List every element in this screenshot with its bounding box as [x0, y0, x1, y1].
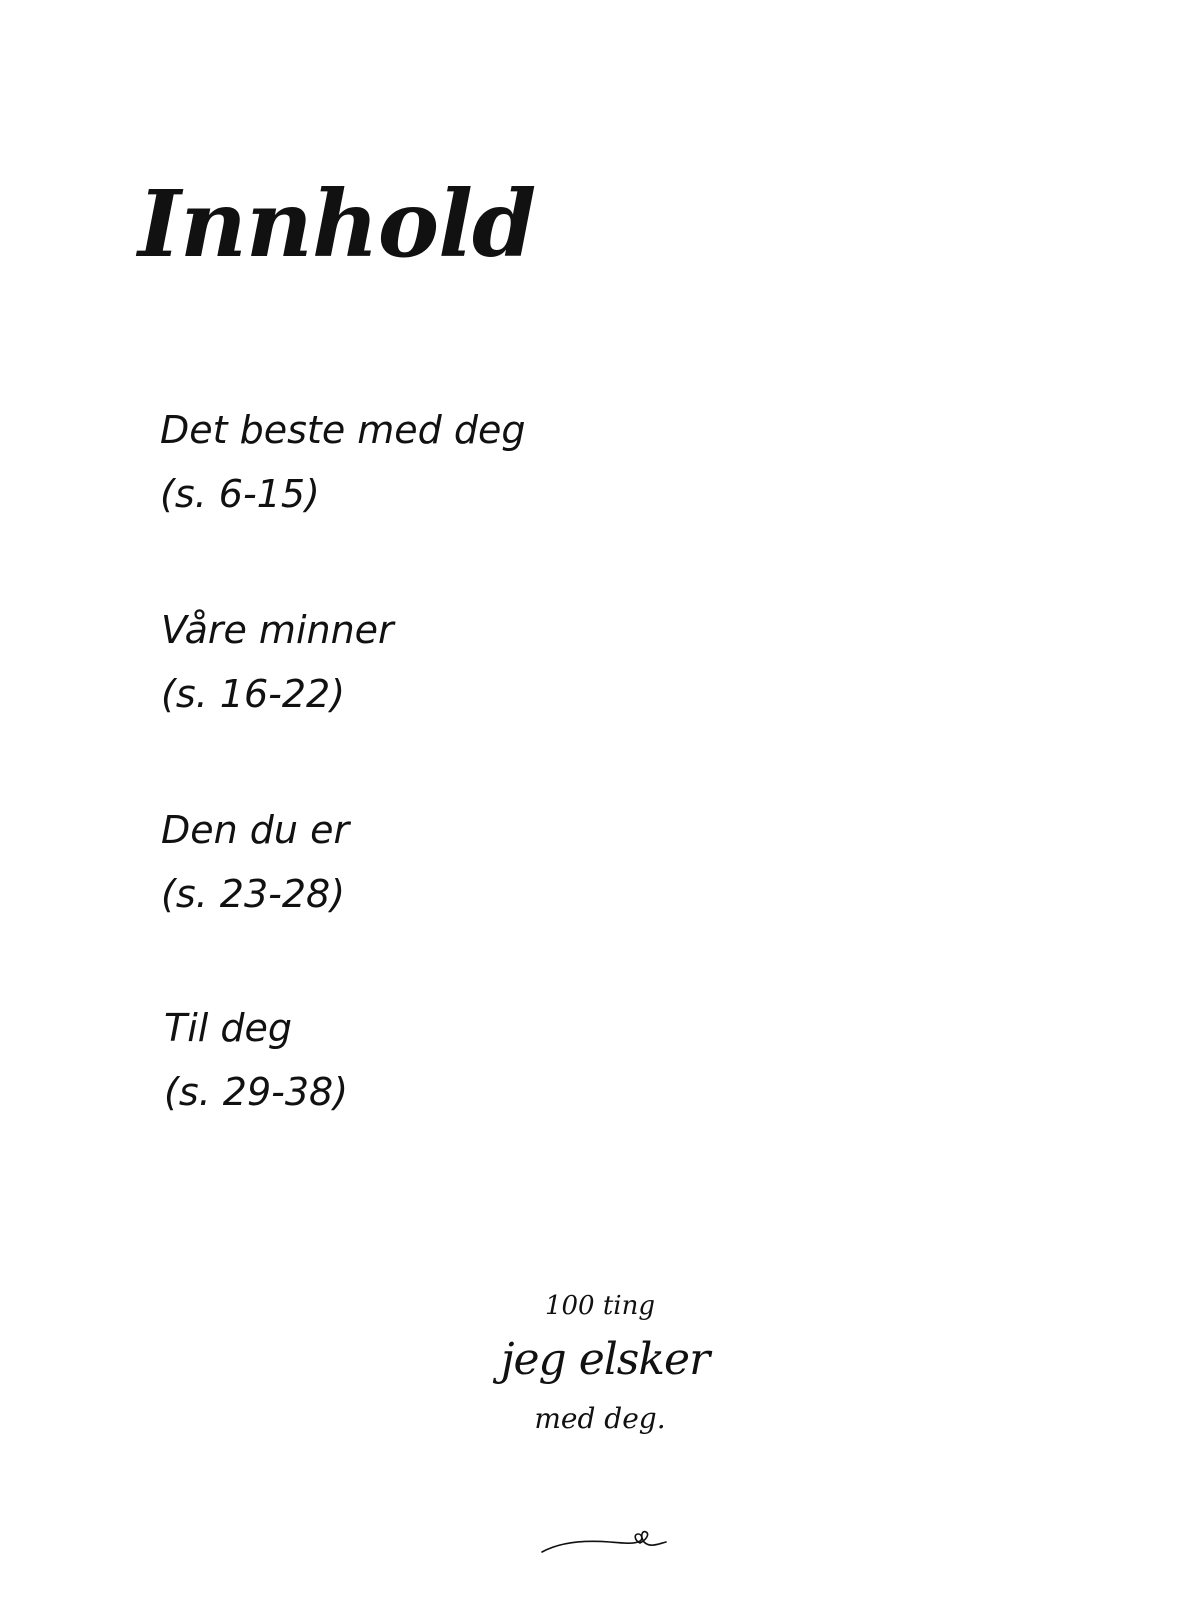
heart-flourish-icon: [540, 1524, 670, 1558]
toc-entry-pages: (s. 29-38): [164, 1070, 349, 1114]
toc-entry-title: Den du er: [161, 808, 350, 852]
footer-line-2: jeg elsker: [500, 1334, 710, 1385]
toc-entry-pages: (s. 23-28): [161, 872, 346, 916]
toc-entry-title: Til deg: [164, 1006, 293, 1050]
toc-entry-title: Det beste med deg: [160, 408, 526, 452]
toc-entry-title: Våre minner: [161, 608, 394, 652]
toc-entry: [160, 398, 526, 526]
footer-line-1: 100 ting: [544, 1291, 656, 1321]
page-title: Innhold: [138, 170, 536, 278]
toc-entry: [164, 996, 348, 1124]
toc-entry: [161, 798, 349, 926]
toc-entry-pages: (s. 16-22): [161, 672, 346, 716]
book-title-footer: [440, 1288, 760, 1442]
toc-entry-pages: (s. 6-15): [160, 472, 320, 516]
footer-line-3: med deg.: [534, 1402, 666, 1435]
toc-entry: [161, 598, 394, 726]
